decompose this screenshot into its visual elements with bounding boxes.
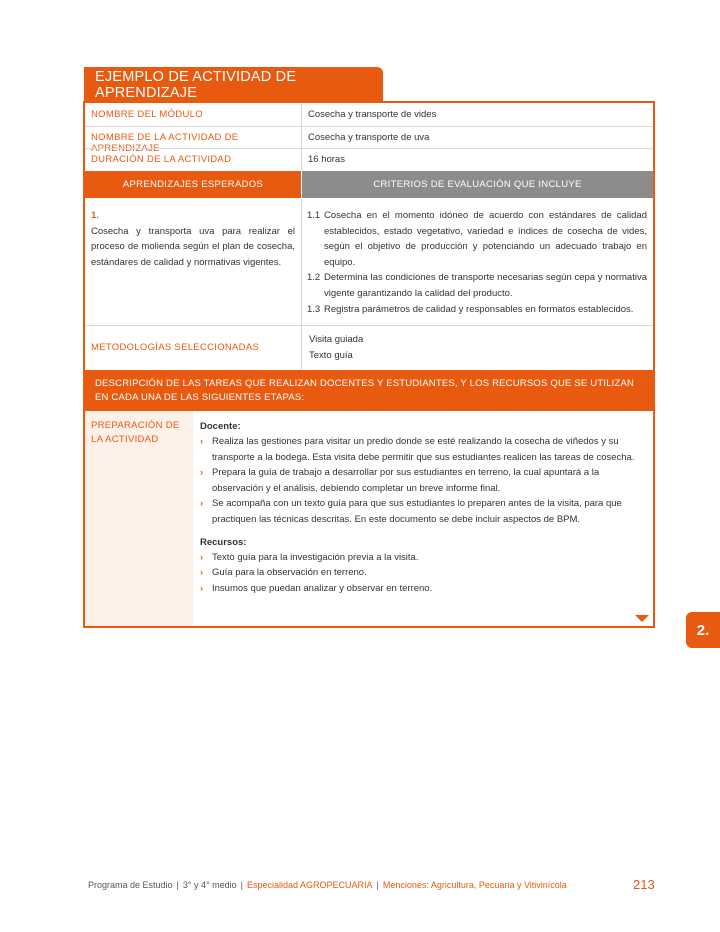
criteria-header: CRITERIOS DE EVALUACIÓN QUE INCLUYE <box>302 171 653 198</box>
criterion-number: 1.1 <box>307 210 321 221</box>
preparation-content <box>200 419 648 596</box>
chevron-right-icon: › <box>200 582 204 594</box>
docente-item: › Prepara la guía de trabajo a desarrollar por sus estudiantes en terreno, la cual apuntará a la observación y el análisis, debiendo completar un breve informe final. <box>200 465 648 496</box>
learning-number: 1. <box>91 210 99 221</box>
activity-name-value: Cosecha y transporte de uva <box>308 132 430 143</box>
docente-heading: Docente: <box>200 421 241 432</box>
chevron-right-icon: › <box>200 467 204 479</box>
criterion-text: Determina las condiciones de transporte necesarias según cepa y normativa vigente garantizando la calidad del producto. <box>324 272 647 299</box>
duration-row <box>85 149 653 171</box>
duration-value: 16 horas <box>308 154 345 165</box>
chevron-right-icon: › <box>200 436 204 447</box>
activity-table <box>83 101 655 628</box>
criteria-list <box>307 208 647 317</box>
recurso-item: › Texto guía para la investigación previa a la visita. <box>200 550 648 566</box>
methodologies-label: METODOLOGÍAS SELECCIONADAS <box>91 342 260 353</box>
recurso-item: › Guía para la observación en terreno. <box>200 565 648 581</box>
preparation-label: PREPARACIÓN DE LA ACTIVIDAD <box>91 420 180 445</box>
criterion-item <box>307 302 647 318</box>
learning-header: APRENDIZAJES ESPERADOS <box>85 171 301 198</box>
criterion-text: Registra parámetros de calidad y responsables en formatos establecidos. <box>324 303 634 315</box>
activity-name-row <box>85 127 653 148</box>
chevron-right-icon: › <box>200 551 204 563</box>
page-number: 213 <box>633 877 655 892</box>
footer-mentions: Menciones: Agricultura, Pecuaria y Vitivinícola <box>382 880 567 890</box>
learning-text: Cosecha y transporta uva para realizar el proceso de molienda según el plan de cosecha, estándares de calidad y normativas vigentes. <box>91 225 295 268</box>
criterion-number: 1.2 <box>307 272 321 284</box>
footer-program: Programa de Estudio <box>88 880 173 890</box>
docente-item: › Se acompaña con un texto guía para que sus estudiantes lo preparen antes de la visita, para que practiquen las técnicas descritas. En este documento se debe incluir aspectos de BPM. <box>200 496 648 527</box>
description-band: DESCRIPCIÓN DE LAS TAREAS QUE REALIZAN DOCENTES Y ESTUDIANTES, Y LOS RECURSOS QUE SE UTILIZAN EN CADA UNA DE LAS SIGUIENTES ETAPAS: <box>85 370 653 411</box>
activity-name-label: NOMBRE DE LA ACTIVIDAD DE <box>91 132 239 143</box>
recursos-heading: Recursos: <box>200 536 247 548</box>
criterion-item <box>307 208 647 270</box>
criterion-item <box>307 270 647 301</box>
module-name-value: Cosecha y transporte de vides <box>308 109 437 120</box>
module-name-row <box>85 103 653 126</box>
docente-item: › Realiza las gestiones para visitar un predio donde se esté realizando la cosecha de viñedos y su transporte a la bodega. Esta visita debe permitir que sus estudiantes realicen las tareas de cosecha. <box>200 434 648 465</box>
recurso-item: › Insumos que puedan analizar y observar en terreno. <box>200 581 648 597</box>
activity-title: EJEMPLO DE ACTIVIDAD DE APRENDIZAJE <box>84 67 383 102</box>
duration-label: DURACIÓN DE LA ACTIVIDAD <box>91 154 232 165</box>
module-name-label: NOMBRE DEL MÓDULO <box>91 109 203 120</box>
footer-specialty: Especialidad AGROPECUARIA <box>246 880 373 890</box>
triangle-down-icon <box>635 615 649 622</box>
methodology-item: Texto guía <box>309 349 353 361</box>
criterion-text: Cosecha en el momento idóneo de acuerdo con estándares de calidad establecidos, estado vegetativo, variedad e índices de cosecha de vides, según el objetivo de producción y potenciando un adecuado trabajo en equipo. <box>324 210 647 268</box>
chevron-right-icon: › <box>200 498 204 510</box>
methodologies-list <box>309 332 363 363</box>
expected-learning <box>91 208 295 270</box>
preparation-label-cell <box>85 411 193 626</box>
section-tab: 2. <box>686 612 720 648</box>
criterion-number: 1.3 <box>307 303 321 315</box>
footer-grade: 3° y 4° medio <box>182 880 237 890</box>
methodology-item: Visita guiada <box>309 334 364 345</box>
page-footer: Programa de Estudio | 3° y 4° medio | Especialidad AGROPECUARIA | Menciones: Agricultura, Pecuaria y Vitivinícola <box>88 880 567 890</box>
chevron-right-icon: › <box>200 567 204 579</box>
